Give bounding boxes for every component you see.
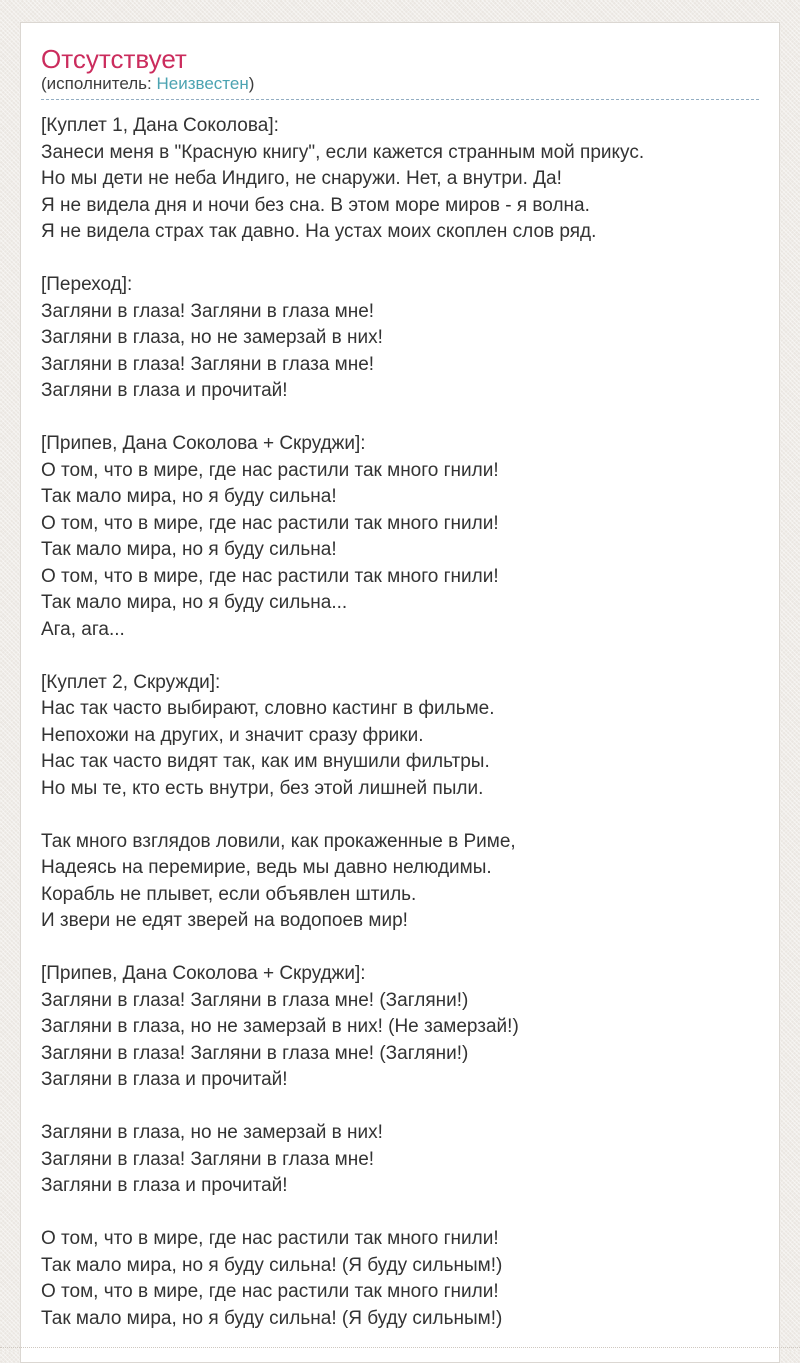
artist-label-suffix: ): [248, 74, 255, 93]
lyric-line: Так мало мира, но я буду сильна! (Я буду сильным!): [41, 1254, 503, 1276]
stanza: [41, 431, 759, 643]
lyric-line: Ага, ага...: [41, 618, 125, 640]
lyric-line: Загляни в глаза! Загляни в глаза мне!: [41, 1148, 375, 1170]
lyric-line: Загляни в глаза, но не замерзай в них!: [41, 1122, 383, 1143]
lyric-line: Нас так часто выбирают, словно кастинг в фильме.: [41, 698, 495, 719]
lyric-line: О том, что в мире, где нас растили так много гнили!: [41, 459, 499, 481]
stanza: [41, 670, 759, 803]
artist-label-prefix: (исполнитель:: [41, 74, 157, 93]
lyric-line: О том, что в мире, где нас растили так много гнили!: [41, 1281, 499, 1302]
lyric-line: О том, что в мире, где нас растили так много гнили!: [41, 1228, 499, 1249]
stanza: [41, 961, 759, 1094]
lyric-line: Так много взглядов ловили, как прокаженные в Риме,: [41, 830, 516, 852]
lyric-line: Так мало мира, но я буду сильна!: [41, 539, 337, 560]
stanza: [41, 113, 759, 246]
lyric-line: Но мы те, кто есть внутри, без этой лишней пыли.: [41, 777, 484, 799]
lyric-line: Надеясь на перемирие, ведь мы давно нелюдимы.: [41, 857, 492, 878]
stanza: [41, 1226, 759, 1332]
content-card: [20, 22, 780, 1363]
lyric-line: Занеси меня в "Красную книгу", если кажется странным мой прикус.: [41, 141, 645, 163]
lyric-line: [Припев, Дана Соколова + Скруджи]:: [41, 433, 366, 454]
lyric-line: Загляни в глаза, но не замерзай в них! (Не замерзай!): [41, 1016, 519, 1037]
lyric-line: О том, что в мире, где нас растили так много гнили!: [41, 565, 499, 587]
footer-dotted-divider: [0, 1347, 800, 1348]
lyric-line: Загляни в глаза и прочитай!: [41, 1175, 288, 1196]
lyric-line: Загляни в глаза, но не замерзай в них!: [41, 327, 383, 348]
lyric-line: Нас так часто видят так, как им внушили фильтры.: [41, 751, 490, 772]
lyric-line: Загляни в глаза! Загляни в глаза мне!: [41, 300, 375, 322]
lyric-line: Я не видела страх так давно. На устах моих скоплен слов ряд.: [41, 221, 597, 242]
lyric-line: Так мало мира, но я буду сильна...: [41, 592, 348, 613]
lyric-line: Загляни в глаза и прочитай!: [41, 1069, 288, 1090]
lyric-line: Загляни в глаза и прочитай!: [41, 380, 288, 401]
lyric-line: Непохожи на других, и значит сразу фрики.: [41, 724, 424, 746]
lyric-line: [Куплет 1, Дана Соколова]:: [41, 115, 279, 136]
lyric-line: [Куплет 2, Скружди]:: [41, 671, 221, 693]
lyric-line: Я не видела дня и ночи без сна. В этом море миров - я волна.: [41, 194, 590, 216]
lyric-line: Загляни в глаза! Загляни в глаза мне! (Загляни!): [41, 989, 469, 1011]
lyric-line: [Переход]:: [41, 274, 133, 295]
lyric-line: [Припев, Дана Соколова + Скруджи]:: [41, 963, 366, 984]
artist-link[interactable]: Неизвестен: [156, 74, 249, 93]
stanza: [41, 272, 759, 405]
lyric-line: Но мы дети не неба Индиго, не снаружи. Нет, а внутри. Да!: [41, 168, 562, 189]
stanza: [41, 829, 759, 935]
lyric-line: Так мало мира, но я буду сильна!: [41, 486, 337, 507]
lyric-line: О том, что в мире, где нас растили так много гнили!: [41, 512, 499, 534]
artist-line: [41, 74, 759, 100]
lyric-line: Загляни в глаза! Загляни в глаза мне! (Загляни!): [41, 1042, 469, 1064]
lyrics-text: [41, 113, 759, 1332]
stanza: [41, 1120, 759, 1200]
lyric-line: Корабль не плывет, если объявлен штиль.: [41, 883, 417, 905]
song-title: Отсутствует: [41, 44, 187, 74]
lyric-line: И звери не едят зверей на водопоев мир!: [41, 910, 408, 931]
lyric-line: Так мало мира, но я буду сильна! (Я буду сильным!): [41, 1307, 503, 1329]
lyric-line: Загляни в глаза! Загляни в глаза мне!: [41, 353, 375, 375]
